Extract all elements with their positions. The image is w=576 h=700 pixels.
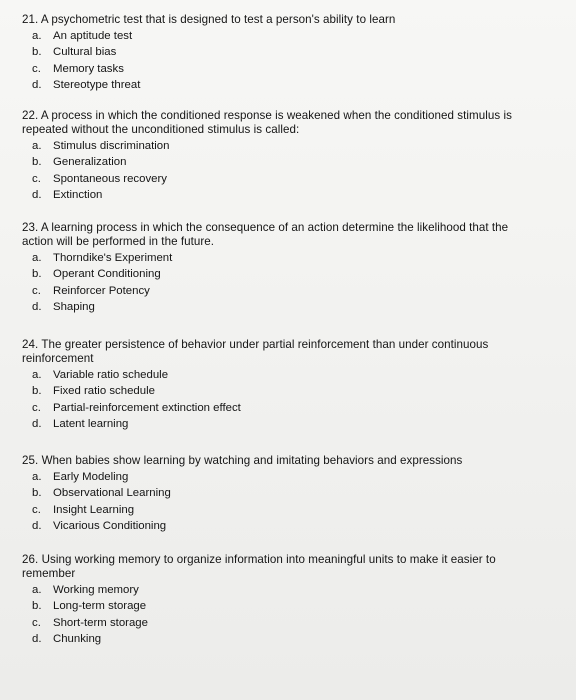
- question-stem: [22, 221, 522, 249]
- option-text: Partial-reinforcement extinction effect: [53, 401, 241, 414]
- answer-option-a: [32, 138, 522, 154]
- option-letter: d.: [32, 520, 42, 533]
- option-text: Vicarious Conditioning: [53, 520, 167, 533]
- option-letter: b.: [32, 600, 42, 613]
- option-text: Memory tasks: [53, 62, 124, 75]
- answer-options: [22, 250, 522, 316]
- answer-option-b: [32, 598, 522, 614]
- answer-option-d: [32, 631, 522, 647]
- option-letter: d.: [32, 418, 42, 431]
- answer-option-a: [32, 367, 522, 383]
- answer-option-b: [32, 44, 522, 60]
- question-text: A process in which the conditioned response is weakened when the conditioned stimulus is repeated without the unconditioned stimulus is called:: [22, 109, 512, 136]
- option-text: Thorndike's Experiment: [53, 252, 173, 264]
- answer-options: [22, 28, 522, 94]
- answer-options: [22, 138, 522, 204]
- question-25: [22, 454, 522, 535]
- answer-option-d: [32, 518, 522, 534]
- option-letter: d.: [32, 633, 42, 646]
- answer-option-c: [32, 502, 522, 518]
- option-letter: b.: [32, 487, 42, 500]
- option-text: Shaping: [53, 301, 95, 314]
- question-23: [22, 221, 522, 316]
- option-text: Working memory: [53, 584, 139, 596]
- answer-options: [22, 582, 522, 648]
- question-number: 26.: [22, 553, 39, 566]
- option-letter: b.: [32, 46, 42, 59]
- answer-option-c: [32, 400, 522, 416]
- option-letter: b.: [32, 385, 42, 398]
- question-21: [22, 13, 522, 94]
- answer-option-b: [32, 266, 522, 282]
- question-text: Using working memory to organize information into meaningful units to make it easier to remember: [22, 553, 496, 580]
- option-letter: c.: [32, 172, 41, 185]
- answer-option-c: [32, 61, 522, 77]
- option-text: Latent learning: [53, 418, 129, 431]
- option-letter: d.: [32, 189, 42, 202]
- answer-option-c: [32, 283, 522, 299]
- option-letter: c.: [32, 503, 41, 516]
- option-text: Early Modeling: [53, 471, 129, 483]
- option-letter: a.: [32, 471, 42, 483]
- question-text: A psychometric test that is designed to test a person's ability to learn: [40, 13, 396, 26]
- option-text: Chunking: [53, 633, 102, 646]
- answer-option-d: [32, 77, 522, 93]
- option-text: Reinforcer Potency: [53, 284, 150, 297]
- option-text: Stereotype threat: [53, 79, 141, 92]
- option-text: Generalization: [53, 156, 127, 169]
- option-letter: c.: [32, 62, 41, 75]
- option-letter: c.: [32, 401, 41, 414]
- question-text: The greater persistence of behavior under partial reinforcement than under continuous reinforcement: [22, 338, 489, 365]
- question-stem: [22, 338, 522, 366]
- option-letter: a.: [32, 140, 42, 152]
- option-text: Fixed ratio schedule: [53, 385, 155, 398]
- option-letter: d.: [32, 301, 42, 314]
- option-text: Operant Conditioning: [53, 268, 161, 281]
- option-text: Extinction: [53, 189, 103, 202]
- option-text: Stimulus discrimination: [53, 140, 170, 152]
- option-text: Insight Learning: [53, 503, 135, 516]
- option-letter: b.: [32, 156, 42, 169]
- answer-option-d: [32, 299, 522, 315]
- answer-option-c: [32, 171, 522, 187]
- option-text: Variable ratio schedule: [53, 369, 169, 381]
- question-number: 25.: [22, 454, 39, 467]
- answer-options: [22, 367, 522, 433]
- answer-options: [22, 469, 522, 535]
- answer-option-a: [32, 469, 522, 485]
- answer-option-c: [32, 615, 522, 631]
- question-stem: [22, 454, 522, 468]
- question-text: When babies show learning by watching and imitating behaviors and expressions: [41, 454, 463, 467]
- option-letter: d.: [32, 79, 42, 92]
- option-text: Spontaneous recovery: [53, 172, 167, 185]
- answer-option-d: [32, 187, 522, 203]
- option-letter: b.: [32, 268, 42, 281]
- answer-option-a: [32, 28, 522, 44]
- question-24: [22, 338, 522, 433]
- answer-option-a: [32, 250, 522, 266]
- question-26: [22, 553, 522, 648]
- option-letter: a.: [32, 30, 42, 42]
- option-letter: a.: [32, 369, 42, 381]
- question-22: [22, 109, 522, 204]
- option-letter: c.: [32, 616, 41, 629]
- option-text: Cultural bias: [53, 46, 117, 59]
- option-letter: a.: [32, 252, 42, 264]
- question-stem: [22, 553, 522, 581]
- answer-option-d: [32, 416, 522, 432]
- option-text: Observational Learning: [53, 487, 171, 500]
- question-stem: [22, 13, 522, 27]
- answer-option-b: [32, 383, 522, 399]
- option-letter: a.: [32, 584, 42, 596]
- answer-option-b: [32, 485, 522, 501]
- question-stem: [22, 109, 522, 137]
- option-text: Long-term storage: [53, 600, 147, 613]
- answer-option-b: [32, 154, 522, 170]
- option-text: An aptitude test: [53, 30, 133, 42]
- question-number: 24.: [22, 338, 39, 351]
- option-text: Short-term storage: [53, 616, 148, 629]
- question-number: 23.: [22, 221, 39, 234]
- option-letter: c.: [32, 284, 41, 297]
- question-text: A learning process in which the consequence of an action determine the likelihood that the action will be performed in the future.: [22, 221, 509, 248]
- question-number: 21.: [22, 13, 39, 26]
- question-number: 22.: [22, 109, 39, 122]
- answer-option-a: [32, 582, 522, 598]
